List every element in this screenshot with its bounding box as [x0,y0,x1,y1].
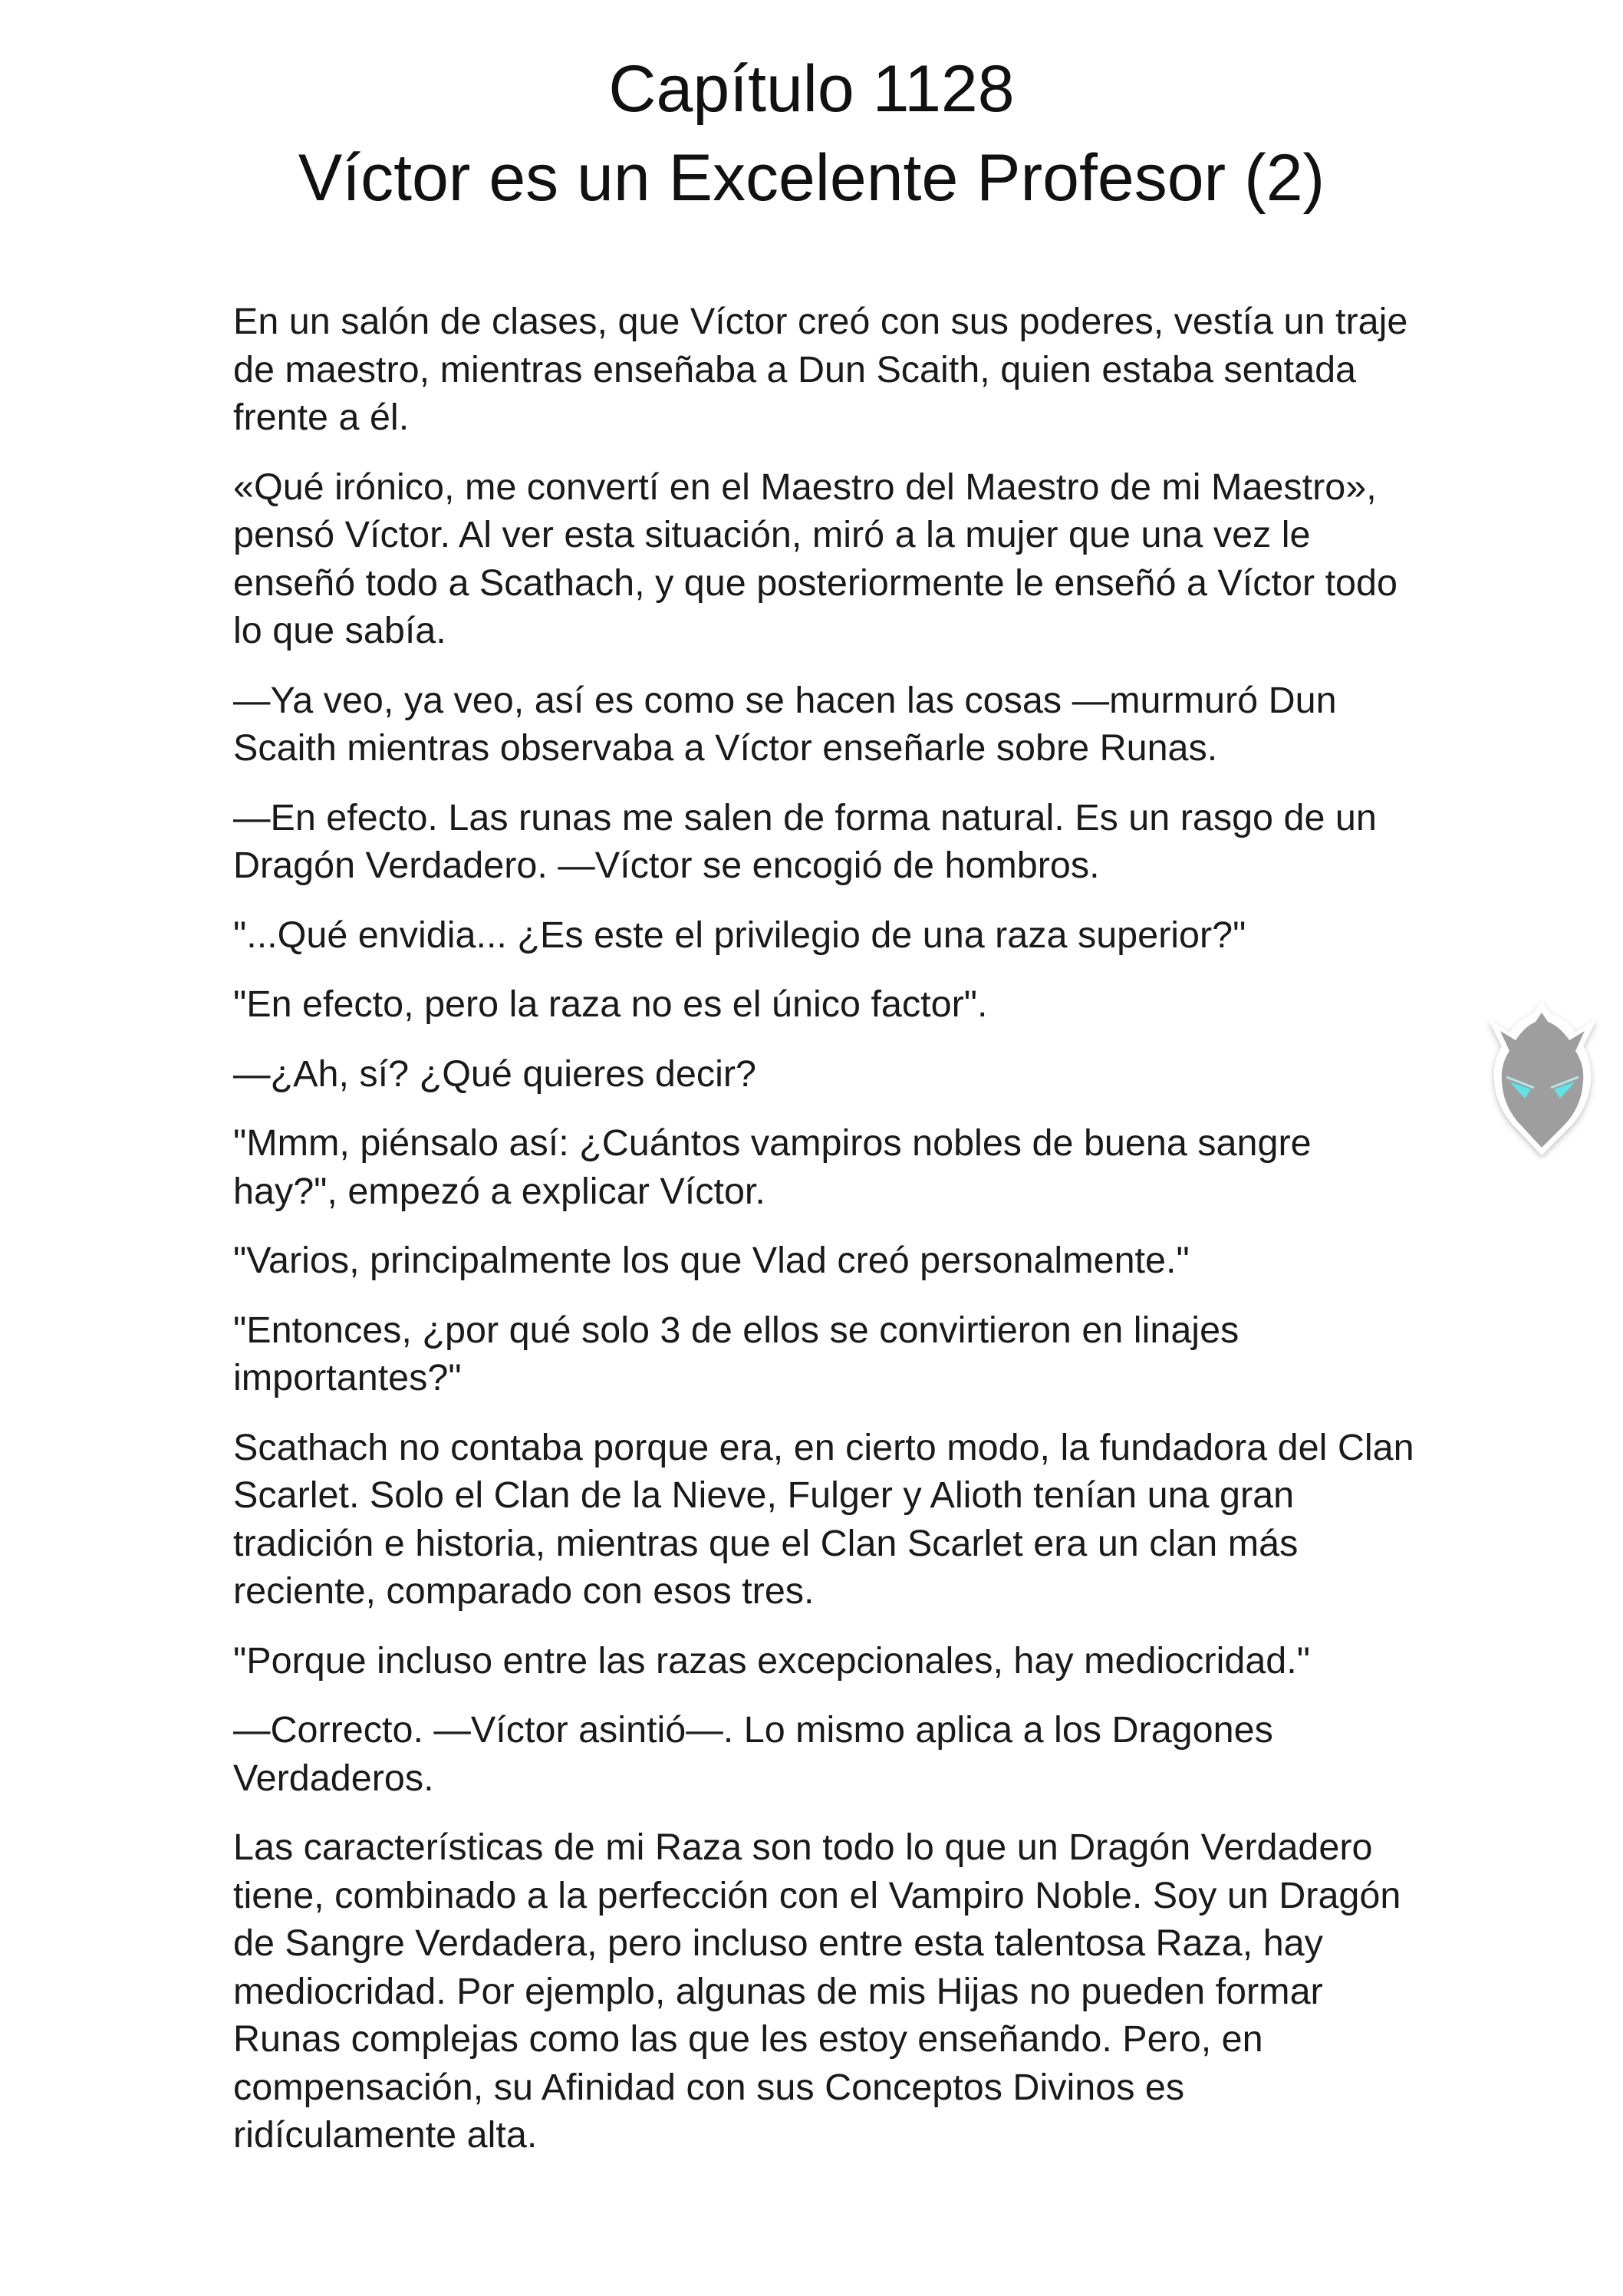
paragraph: "En efecto, pero la raza no es el único factor". [233,983,988,1025]
paragraph: —En efecto. Las runas me salen de forma natural. Es un rasgo de un Dragón Verdadero. —Víctor se encogió de hombros. [233,796,1377,886]
chapter-body [233,298,1414,2181]
paragraph: En un salón de clases, que Víctor creó con sus poderes, vestía un traje de maestro, mientras enseñaba a Dun Scaith, quien estaba sentada frente a él. [233,301,1408,438]
paragraph: "Varios, principalmente los que Vlad creó personalmente." [233,1240,1190,1281]
paragraph: Las características de mi Raza son todo lo que un Dragón Verdadero tiene, combinado a la perfección con el Vampiro Noble. Soy un Dragón de Sangre Verdadera, pero incluso entre esta talentosa Raza, hay mediocridad. Por ejemplo, algunas de mis Hijas no pueden formar Runas complejas como las que les estoy enseñando. Pero, en compensación, su Afinidad con sus Conceptos Divinos es ridículamente alta. [233,1827,1401,2156]
demon-head-logo-icon [1471,996,1612,1160]
paragraph: "Mmm, piénsalo así: ¿Cuántos vampiros nobles de buena sangre hay?", empezó a explicar Víctor. [233,1122,1312,1212]
paragraph: —Correcto. —Víctor asintió—. Lo mismo aplica a los Dragones Verdaderos. [233,1709,1273,1799]
paragraph: «Qué irónico, me convertí en el Maestro del Maestro de mi Maestro», pensó Víctor. Al ver esta situación, miró a la mujer que una vez le enseñó todo a Scathach, y que posteriormente le enseñó a Víctor todo lo que sabía. [233,466,1397,651]
chapter-subtitle: Víctor es un Excelente Profesor (2) [298,141,1325,215]
chapter-number: Capítulo 1128 [608,52,1015,126]
chapter-title [0,44,1623,222]
paragraph: —¿Ah, sí? ¿Qué quieres decir? [233,1052,756,1095]
paragraph: "...Qué envidia... ¿Es este el privilegio de una raza superior?" [233,914,1246,956]
paragraph: "Entonces, ¿por qué solo 3 de ellos se convirtieron en linajes importantes?" [233,1309,1239,1398]
paragraph: —Ya veo, ya veo, así es como se hacen las cosas —murmuró Dun Scaith mientras observaba a Víctor enseñarle sobre Runas. [233,679,1337,769]
paragraph: "Porque incluso entre las razas excepcionales, hay mediocridad." [233,1639,1310,1682]
paragraph: Scathach no contaba porque era, en cierto modo, la fundadora del Clan Scarlet. Solo el Clan de la Nieve, Fulger y Alioth tenían una gran tradición e historia, mientras que el Clan Scarlet era un clan más reciente, comparado con esos tres. [233,1426,1414,1612]
